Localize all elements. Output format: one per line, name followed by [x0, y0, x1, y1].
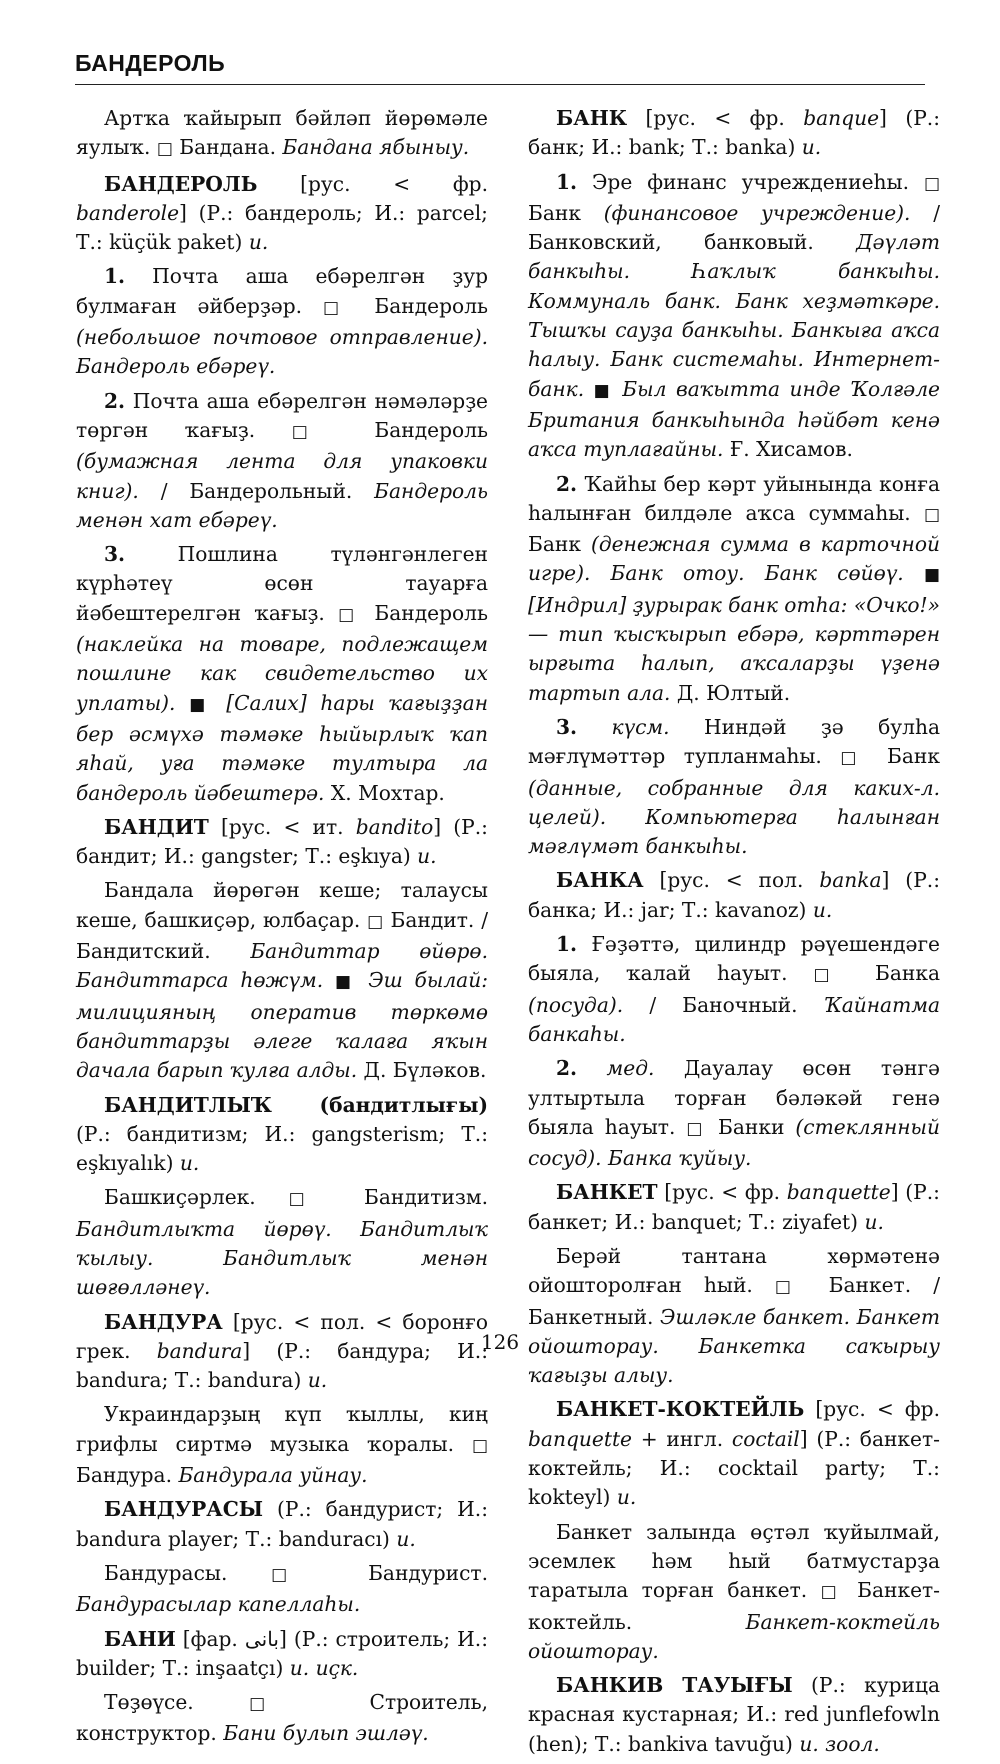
sense-paragraph: 2. мед. Дауалау өсөн тәнгә ултыртыла торған бәләкәй генә быяла һауыт. □ Банки (стеклянный сосуд). Банка ҡуйыу.	[528, 1056, 940, 1171]
sense-paragraph: 2. Почта аша ебәрелгән нәмәләрҙе төргән ҡағыҙ. □ Бандероль (бумажная лента для упаковки книг). / Бандерольный. Бандероль менән хат ебәреү.	[76, 388, 489, 532]
headword-entry: БАНДИТЛЫҠ (бандитлығы) (Р.: бандитизм; И.: gangsterism; Т.: eşkıyalık) и.	[76, 1092, 488, 1176]
empty-square-icon: □	[813, 965, 850, 986]
headword: БАНКЕТ	[556, 1180, 658, 1205]
entry-paragraph: Башкиҫәрлек. □ Бандитизм. Бандитлыҡта йөрөү. Бандитлыҡ ҡылыу. Бандитлыҡ менән шөғөлләнеү.	[76, 1185, 489, 1300]
sense-paragraph: 1. Ғәҙәттә, цилиндр рәүешендәге быяла, ҡалай һауыт. □ Банка (посуда). / Баночный. Ҡайнатма банкаһы.	[528, 932, 940, 1046]
empty-square-icon: □	[923, 504, 940, 525]
headword-entry: БАНК [рус. < фр. banque] (Р.: банк; И.: bank; Т.: banka) и.	[528, 106, 940, 160]
headword-entry: БАНДУРАСЫ (Р.: бандурист; И.: bandura player; Т.: banduracı) и.	[76, 1497, 488, 1551]
headword-entry: БАНДУРА [рус. < пол. < боронғо грек. bandura] (Р.: бандура; И.: bandura; Т.: bandura) и.	[76, 1309, 489, 1393]
headword-entry: БАНКА [рус. < пол. banka] (Р.: банка; И.: jar; Т.: kavanoz) и.	[528, 868, 940, 922]
headword: БАНКА	[556, 868, 644, 893]
empty-square-icon: □	[291, 421, 338, 442]
page-number: 126	[480, 1330, 520, 1354]
headword-entry: БАНКИВ ТАУЫҒЫ (Р.: курица красная кустарная; И.: red junflefowln (hen); Т.: bankiva tavuğu) и. зоол.	[528, 1673, 940, 1756]
headword: БАНДУРА	[104, 1309, 223, 1334]
headword: БАНКИВ ТАУЫҒЫ	[556, 1673, 793, 1698]
empty-square-icon: □	[471, 1435, 488, 1456]
entry-paragraph: Банкет залында өҫтәл ҡуйылмай, эсемлек һәм һый батмустарҙа таратыла торған банкет. □ Банкет-коктейль. Банкет-коктейль ойошторау.	[528, 1519, 941, 1663]
sense-paragraph: 1. Почта аша ебәрелгән ҙур булмаған әйберҙәр. □ Бандероль (небольшое почтовое отправление). Бандероль ебәреү.	[76, 264, 489, 379]
entry-paragraph: Берәй тантана хөрмәтенә ойошторолған һый. □ Банкет. / Банкетный. Эшләкле банкет. Банкет ойошторау. Банкетка саҡырыу ҡағыҙы алыу.	[528, 1243, 940, 1388]
sense-paragraph: 3. күсм. Ниндәй ҙә булһа мәғлүмәттәр тупланмаһы. □ Банк (данные, собранные для каких-л. целей). Компьютерға һалынған мәғлүмәт банкыһы.	[528, 714, 940, 859]
empty-square-icon: □	[156, 139, 173, 160]
empty-square-icon: □	[322, 297, 354, 318]
entry-paragraph: Артҡа ҡайырып бәйләп йөрөмәле яулыҡ. □ Бандана. Бандана ябыныу.	[76, 106, 488, 160]
entry-paragraph: Украиндарҙың күп ҡыллы, киң грифлы сиртмә музыка ҡоралы. □ Бандура. Бандурала уйнау.	[76, 1402, 488, 1488]
headword-entry: БАНКЕТ-КОКТЕЙЛЬ [рус. < фр. banquette + ингл. coctail] (Р.: банкет-коктейль; И.: cocktail party; Т.: kokteyl) и.	[528, 1397, 940, 1510]
entry-paragraph: Бандала йөрөгән кеше; талаусы кеше, башкиҫәр, юлбаҫар. □ Бандит. / Бандитский. Бандиттар өйөрө. Бандиттарса һөжүм. ■ Эш былай: милицияның оператив төркөмө бандиттарҙы әлеге ҡалаға яҡын дачала барып ҡулға алды. Д. Бүләков.	[76, 878, 489, 1083]
empty-square-icon: □	[271, 1564, 325, 1585]
headword: БАНКЕТ-КОКТЕЙЛЬ	[556, 1397, 805, 1422]
running-header: БАНДЕРОЛЬ	[75, 50, 226, 76]
headword: БАНДЕРОЛЬ	[104, 171, 258, 196]
headword: БАНДИТ	[104, 814, 209, 839]
headword-entry: БАНИ [фар. بانی] (Р.: строитель; И.: builder; Т.: inşaatçı) и. иҫк.	[76, 1626, 488, 1680]
empty-square-icon: □	[249, 1694, 315, 1715]
empty-square-icon: □	[774, 1277, 807, 1298]
entry-paragraph: Төҙөүсе. □ Строитель, конструктор. Бани булып эшләү.	[76, 1690, 488, 1746]
filled-square-icon: ■	[593, 380, 613, 401]
headword: БАНДУРАСЫ	[104, 1497, 264, 1522]
headword-entry: БАНДИТ [рус. < ит. bandito] (Р.: бандит; И.: gangster; Т.: eşkıya) и.	[76, 814, 488, 869]
headword: БАНИ	[104, 1626, 176, 1651]
empty-square-icon: □	[923, 173, 940, 194]
empty-square-icon: □	[367, 911, 384, 932]
entry-paragraph: Бандурасы. □ Бандурист. Бандурасылар капеллаһы.	[76, 1560, 488, 1617]
right-column	[528, 104, 940, 1764]
sense-paragraph: 3. Пошлина түләнгәнлеген күрһәтеү өсөн тауарға йәбештерелгән ҡағыҙ. □ Бандероль (наклейка на товаре, подлежащем пошлине как свидетельство их уплаты). ■ [Салих] һары ҡағыҙҙан бер әсмүхә тәмәке һыйырлыҡ ҡап яһай, уға тәмәке тултыра ла бандероль йәбештерә. Х. Мохтар.	[76, 542, 489, 805]
headword-entry: БАНКЕТ [рус. < фр. banquette] (Р.: банкет; И.: banquet; Т.: ziyafet) и.	[528, 1180, 940, 1234]
header-rule	[75, 84, 925, 85]
empty-square-icon: □	[840, 748, 869, 769]
empty-square-icon: □	[288, 1189, 332, 1210]
headword: БАНК	[556, 106, 628, 130]
left-column	[76, 104, 488, 1754]
filled-square-icon: ■	[923, 565, 940, 586]
headword: БАНДИТЛЫҠ (бандитлығы)	[104, 1092, 488, 1117]
empty-square-icon: □	[820, 1582, 844, 1603]
empty-square-icon: □	[338, 604, 362, 625]
filled-square-icon: ■	[334, 972, 357, 993]
filled-square-icon: ■	[189, 694, 213, 715]
headword-entry: БАНДЕРОЛЬ [рус. < фр. banderole] (Р.: бандероль; И.: parcel; Т.: küçük paket) и.	[76, 171, 488, 255]
sense-paragraph: 2. Ҡайһы бер кәрт уйынында конға һалынған билдәле аҡса суммаһы. □ Банк (денежная сумма в карточной игре). Банк отоу. Банк сөйөү. ■ [Индрил] ҙурырак банк отһа: «Очко!» — тип ҡысҡырып ебәрә, кәрттәрен ырғыта һалып, аҡсаларҙы үҙенә тартып ала. Д. Юлтый.	[528, 471, 940, 705]
empty-square-icon: □	[686, 1118, 708, 1139]
sense-paragraph: 1. Эре финанс учреждениеһы. □ Банк (финансовое учреждение). / Банковский, банковый. Дәүләт банкыһы. Һаҡлыҡ банкыһы. Коммуналь банк. Банк хеҙмәткәре. Тышҡы сауҙа банкыһы. Банкыға аҡса һалыу. Банк системаһы. Интернет-банк. ■ Был ваҡытта инде Ҡолғәле Британия банкыһында һәйбәт кенә аҡса туплағайны. Ғ. Хисамов.	[528, 169, 941, 462]
